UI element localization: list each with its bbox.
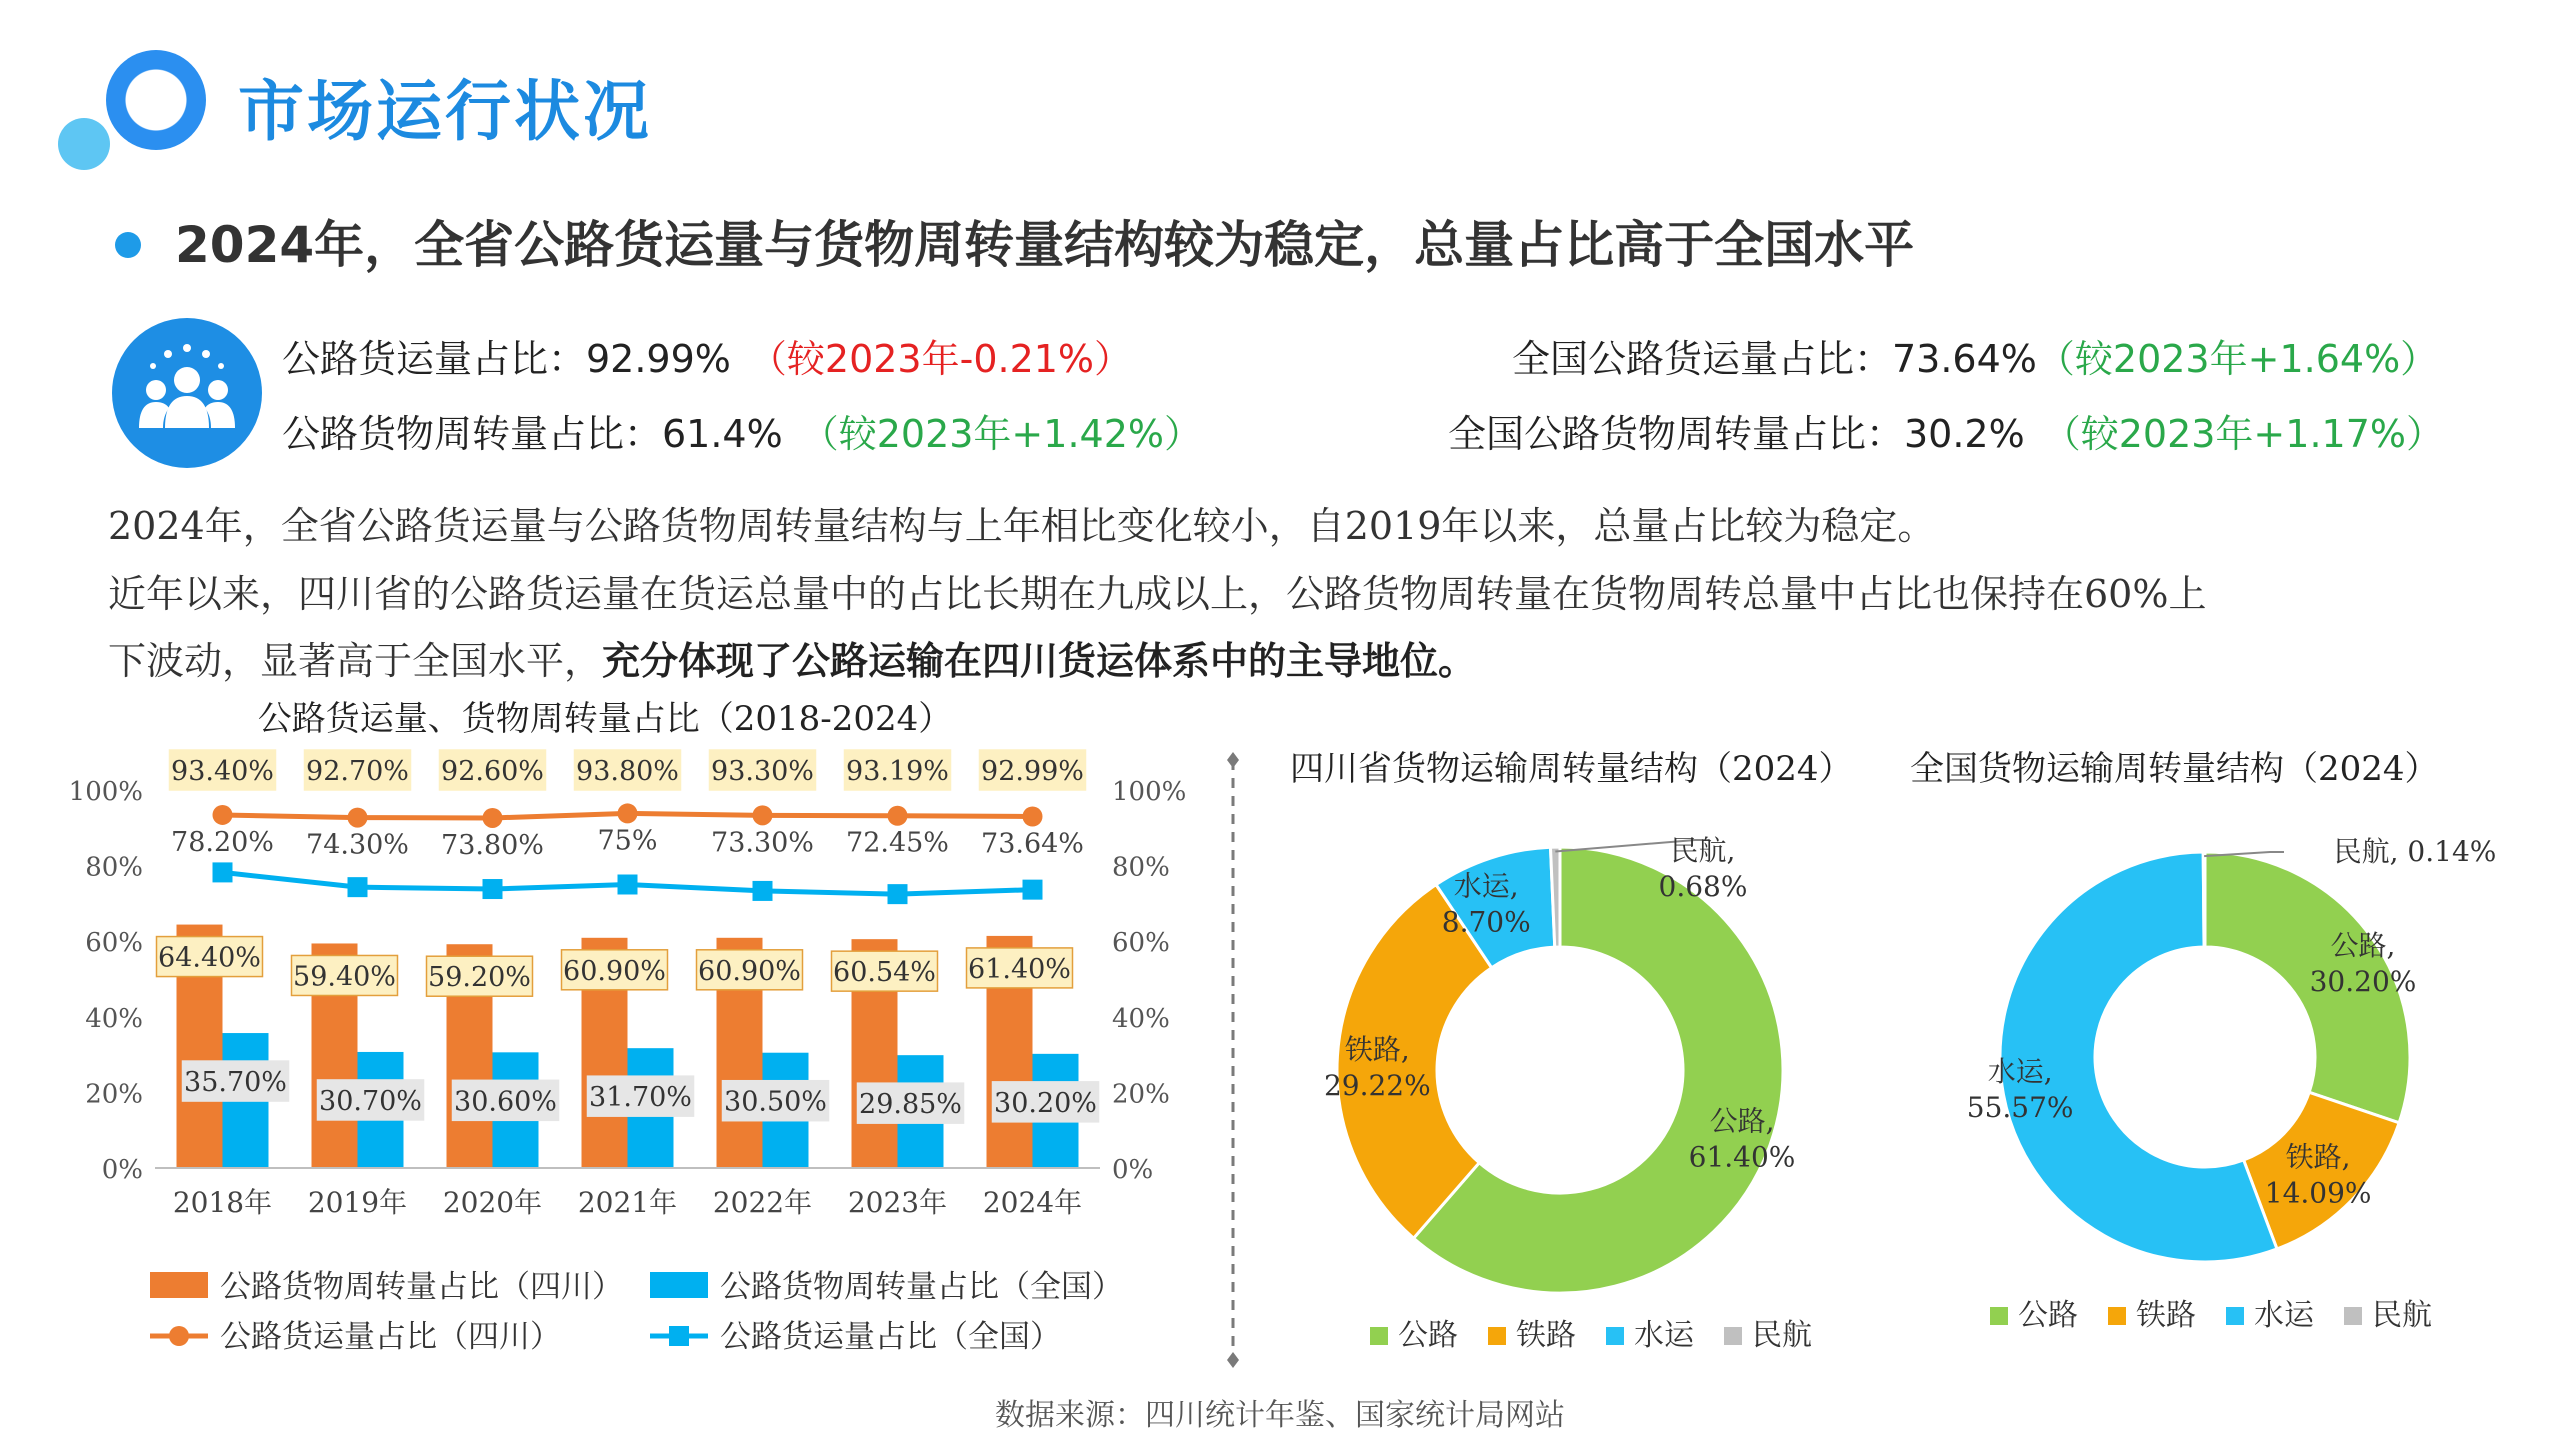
- legend-swatch: [1488, 1327, 1506, 1345]
- slice-label-category: 公路,: [2330, 929, 2396, 963]
- line-point: [348, 808, 368, 828]
- slice-label-category: 公路,: [1709, 1104, 1775, 1138]
- legend-marker: [169, 1326, 189, 1346]
- data-label: 30.60%: [454, 1086, 557, 1118]
- stat-national-freight: [1512, 328, 2438, 383]
- x-tick-label: 2018年: [172, 1186, 273, 1219]
- data-label: 61.40%: [968, 953, 1071, 985]
- legend-label: 铁路: [2136, 1298, 2196, 1333]
- data-label: 60.90%: [563, 955, 666, 987]
- chart-title: 公路货运量、货物周转量占比（2018-2024）: [257, 700, 953, 739]
- slice-label-category: 民航, 0.14%: [2333, 835, 2497, 868]
- slice-label-value: 29.22%: [1323, 1069, 1431, 1103]
- x-tick-label: 2023年: [847, 1186, 948, 1219]
- data-label: 78.20%: [171, 826, 274, 858]
- x-tick-label: 2020年: [442, 1186, 543, 1219]
- legend-label: 公路货物周转量占比（全国）: [720, 1269, 1123, 1305]
- line-point: [1023, 880, 1043, 900]
- data-label: 59.40%: [293, 961, 396, 993]
- people-group-icon: [112, 318, 262, 468]
- data-label: 74.30%: [306, 829, 409, 861]
- line-point: [1023, 806, 1043, 826]
- legend-swatch: [1990, 1307, 2008, 1325]
- stat-change: （较2023年+1.64%）: [2036, 337, 2439, 381]
- legend-label: 公路货运量占比（全国）: [720, 1319, 1061, 1355]
- data-label: 73.80%: [441, 829, 544, 861]
- chart-title: 全国货物运输周转量结构（2024）: [1910, 749, 2439, 789]
- data-label: 29.85%: [859, 1089, 962, 1121]
- y-tick-label-left: 60%: [85, 928, 143, 959]
- legend-swatch: [150, 1272, 208, 1298]
- x-tick-label: 2019年: [307, 1186, 408, 1219]
- slice-label: [2334, 835, 2497, 868]
- data-label: 30.70%: [319, 1085, 422, 1117]
- slice-label-value: 30.20%: [2309, 965, 2417, 999]
- y-tick-label-left: 20%: [85, 1079, 143, 1110]
- slice-label-category: 水运,: [1453, 869, 1519, 903]
- data-label: 60.90%: [698, 955, 801, 987]
- slice-label-category: 铁路,: [1344, 1033, 1410, 1067]
- line-point: [483, 879, 503, 899]
- paragraph-emphasis: 充分体现了公路运输在四川货运体系中的主导地位。: [602, 639, 1477, 683]
- bullet-dot: [115, 232, 141, 258]
- y-tick-label-right: 100%: [1112, 777, 1187, 807]
- slice-label-value: 14.09%: [2264, 1176, 2372, 1210]
- stat-sichuan-freight: [282, 328, 1132, 383]
- legend-swatch: [2108, 1307, 2126, 1325]
- y-tick-label-right: 60%: [1112, 928, 1170, 959]
- data-label: 31.70%: [589, 1082, 692, 1114]
- slice-label-category: 水运,: [1987, 1054, 2053, 1088]
- data-label: 35.70%: [184, 1067, 287, 1099]
- line-point: [753, 805, 773, 825]
- line-point: [888, 806, 908, 826]
- legend-swatch: [650, 1272, 708, 1298]
- sichuan-donut-chart: [1255, 740, 1895, 1380]
- legend-label: 公路: [2018, 1298, 2078, 1333]
- data-label: 73.30%: [711, 827, 814, 859]
- x-tick-label: 2024年: [982, 1186, 1083, 1219]
- combo-chart: [60, 700, 1210, 1380]
- stat-label: 全国公路货运量占比：73.64%: [1512, 337, 2037, 381]
- page-title: 市场运行状况: [238, 73, 652, 150]
- slice-label-category: 民航,: [1670, 834, 1736, 867]
- stat-label: 全国公路货物周转量占比：30.2%: [1448, 412, 2025, 456]
- data-label: 72.45%: [846, 827, 949, 859]
- data-label: 93.19%: [846, 756, 949, 787]
- donut-slice: [2203, 852, 2205, 947]
- y-tick-label-left: 40%: [85, 1003, 143, 1034]
- data-label: 93.80%: [576, 756, 679, 787]
- paragraph-line-3-text: 下波动，显著高于全国水平，: [108, 639, 603, 683]
- y-tick-label-right: 0%: [1112, 1155, 1154, 1185]
- legend-swatch: [1370, 1327, 1388, 1345]
- legend-marker: [669, 1326, 689, 1346]
- line-point: [483, 808, 503, 828]
- legend-label: 铁路: [1516, 1318, 1576, 1353]
- slice-label-value: 55.57%: [1966, 1090, 2074, 1124]
- slice-label-value: 8.70%: [1441, 905, 1531, 939]
- y-tick-label-left: 100%: [68, 777, 143, 807]
- stat-change: （较2023年-0.21%）: [748, 337, 1133, 381]
- legend-label: 水运: [2254, 1298, 2314, 1333]
- legend-label: 公路货运量占比（四川）: [220, 1319, 561, 1355]
- legend-swatch: [1724, 1327, 1742, 1345]
- logo-icon: [58, 50, 228, 180]
- x-tick-label: 2021年: [577, 1186, 678, 1219]
- stat-national-turnover: [1448, 403, 2444, 458]
- y-tick-label-right: 20%: [1112, 1079, 1170, 1110]
- stat-label: 公路货物周转量占比：61.4%: [282, 412, 783, 456]
- stat-change: （较2023年+1.17%）: [2042, 412, 2444, 456]
- paragraph-line-3: [108, 630, 1476, 685]
- slice-label-value: 0.68%: [1658, 870, 1748, 903]
- divider: [1223, 750, 1243, 1370]
- legend-label: 水运: [1634, 1318, 1694, 1353]
- data-label: 75%: [597, 825, 658, 857]
- chart-title: 四川省货物运输周转量结构（2024）: [1290, 749, 1853, 789]
- legend-label: 民航: [1752, 1318, 1812, 1353]
- data-label: 59.20%: [428, 962, 531, 994]
- x-tick-label: 2022年: [712, 1186, 813, 1219]
- slice-label: [1659, 834, 1748, 903]
- y-tick-label-right: 80%: [1112, 852, 1170, 883]
- paragraph-line-2: 近年以来，四川省的公路货运量在货运总量中的占比长期在九成以上，公路货物周转量在货物周转总量中占比也保持在60%上: [108, 572, 2207, 616]
- headline: 2024年，全省公路货运量与货物周转量结构较为稳定，总量占比高于全国水平: [175, 216, 1915, 274]
- data-label: 93.40%: [171, 756, 274, 787]
- data-label: 64.40%: [158, 942, 261, 974]
- line-point: [618, 803, 638, 823]
- data-label: 30.20%: [994, 1087, 1097, 1119]
- data-label: 92.70%: [306, 756, 409, 787]
- y-tick-label-left: 0%: [101, 1155, 143, 1185]
- stat-change: （较2023年+1.42%）: [800, 412, 1202, 456]
- data-source: 数据来源：四川统计年鉴、国家统计局网站: [995, 1398, 1565, 1433]
- slice-label-value: 61.40%: [1688, 1140, 1796, 1174]
- line-point: [213, 805, 233, 825]
- legend-label: 公路: [1398, 1318, 1458, 1353]
- line-point: [213, 862, 233, 882]
- stat-sichuan-turnover: [282, 403, 1202, 458]
- data-label: 73.64%: [981, 828, 1084, 860]
- legend-swatch: [1606, 1327, 1624, 1345]
- data-label: 92.99%: [981, 756, 1084, 787]
- data-label: 92.60%: [441, 756, 544, 787]
- slice-label-category: 铁路,: [2285, 1140, 2351, 1174]
- data-label: 30.50%: [724, 1086, 827, 1118]
- legend-label: 公路货物周转量占比（四川）: [220, 1269, 623, 1305]
- line-point: [753, 881, 773, 901]
- legend-swatch: [2344, 1307, 2362, 1325]
- paragraph-line-1: 2024年，全省公路货运量与公路货物周转量结构与上年相比变化较小，自2019年以来，总量占比较为稳定。: [108, 504, 1936, 548]
- national-donut-chart: [1895, 740, 2535, 1380]
- data-label: 60.54%: [833, 957, 936, 989]
- line-point: [618, 875, 638, 895]
- stat-label: 公路货运量占比：92.99%: [282, 337, 731, 381]
- legend-swatch: [2226, 1307, 2244, 1325]
- y-tick-label-left: 80%: [85, 852, 143, 883]
- y-tick-label-right: 40%: [1112, 1003, 1170, 1034]
- data-label: 93.30%: [711, 756, 814, 787]
- legend-label: 民航: [2372, 1298, 2432, 1333]
- line-point: [348, 877, 368, 897]
- line-point: [888, 884, 908, 904]
